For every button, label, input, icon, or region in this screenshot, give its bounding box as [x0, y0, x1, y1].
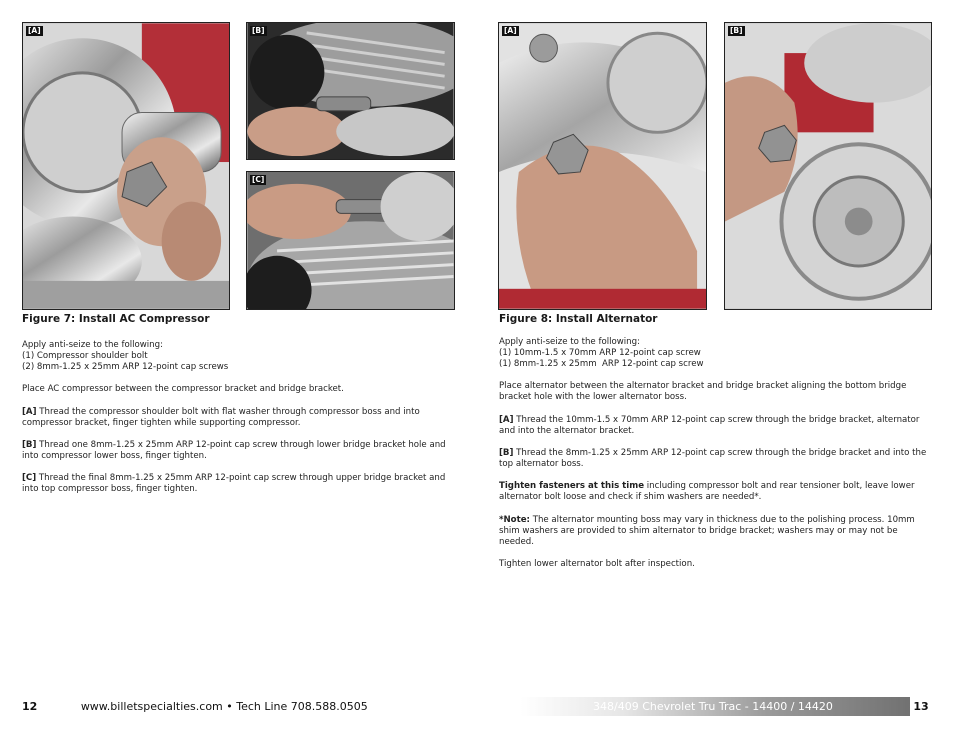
place-text: Place AC compressor between the compressor bracket and bridge bracket. — [22, 384, 344, 395]
intro-text: Apply anti-seize to the following: — [22, 340, 163, 350]
list-item: (1) Compressor shoulder bolt — [22, 351, 148, 362]
step-text: Thread the compressor shoulder bolt with flat washer through compressor boss and into compressor bracket, finger tighten while supporting compressor. — [22, 406, 420, 428]
tighten-text — [499, 481, 931, 503]
step-text: Thread the final 8mm-1.25 x 25mm ARP 12-point cap screw through upper bridge bracket and into top compressor boss, finger tighten. — [22, 473, 446, 495]
photo-tag: [A] — [28, 26, 41, 35]
note-bold: *Note: — [499, 514, 530, 525]
photo-a-right — [498, 22, 707, 310]
final-text: Tighten lower alternator bolt after inspection. — [499, 558, 695, 569]
intro-text: Apply anti-seize to the following: — [499, 337, 640, 347]
step-a — [499, 415, 931, 437]
figure-7-title: Figure 7: Install AC Compressor — [22, 313, 210, 325]
page-number-right: 13 — [910, 697, 932, 716]
footer-title: 348/409 Chevrolet Tru Trac - 14400 / 14420 — [593, 700, 833, 713]
step-text: Thread the 10mm-1.5 x 70mm ARP 12-point cap screw through the bridge bracket, alternator and into the alternator bracket. — [499, 414, 920, 436]
tighten-rest: including compressor bolt and rear tensioner bolt, leave lower alternator bolt loose and check if shim washers are needed*. — [499, 481, 915, 503]
step-text: Thread the 8mm-1.25 x 25mm ARP 12-point cap screw through the bridge bracket and into the top alternator boss. — [499, 447, 927, 470]
photo-b-right — [724, 22, 932, 310]
bridge-bracket-photo — [247, 23, 454, 159]
left-instructions — [22, 340, 457, 495]
tighten-bold: Tighten fasteners at this time — [499, 481, 645, 492]
list-item: (2) 8mm-1.25 x 25mm ARP 12-point cap screws — [22, 362, 229, 373]
list-item: (1) 10mm-1.5 x 70mm ARP 12-point cap screw — [499, 348, 701, 359]
step-tag: [B] — [22, 439, 37, 450]
photo-tag: [A] — [504, 26, 517, 35]
step-tag: [A] — [22, 406, 37, 417]
footer-left — [22, 700, 368, 713]
footer-bar — [520, 697, 932, 716]
step-tag: [A] — [499, 414, 514, 425]
figure-8-title: Figure 8: Install Alternator — [499, 313, 658, 325]
step-tag: [B] — [499, 447, 514, 458]
page-number-left: 12 — [22, 700, 38, 713]
photo-a-left — [22, 22, 230, 310]
photo-tag: [B] — [252, 26, 265, 35]
step-a — [22, 407, 457, 429]
list-item: (1) 8mm-1.25 x 25mm ARP 12-point cap screw — [499, 359, 704, 370]
right-instructions — [499, 337, 931, 570]
alternator-top-photo — [725, 23, 931, 309]
place-text: Place alternator between the alternator bracket and bridge bracket aligning the bottom bridge bracket hole with the lower alternator boss. — [499, 381, 907, 403]
step-tag: [C] — [22, 473, 37, 484]
compressor-photo — [23, 23, 229, 309]
note-text — [499, 515, 931, 548]
photo-b-left — [246, 22, 455, 160]
upper-bracket-photo — [247, 172, 454, 309]
photo-tag: [C] — [252, 175, 265, 184]
step-c — [22, 473, 457, 495]
photo-c-left — [246, 171, 455, 310]
note-rest: The alternator mounting boss may vary in thickness due to the polishing process. 10mm shim washers are provided to shim alternator to bridge bracket; washers may or may not be needed. — [499, 514, 915, 547]
step-b — [499, 448, 931, 470]
alternator-photo — [499, 23, 706, 309]
step-text: Thread one 8mm-1.25 x 25mm ARP 12-point cap screw through lower bridge bracket hole and into compressor lower boss, finger tighten. — [22, 439, 446, 461]
website-text: www.billetspecialties.com • Tech Line 708.588.0505 — [80, 700, 368, 713]
photo-tag: [B] — [730, 26, 743, 35]
step-b — [22, 440, 457, 462]
